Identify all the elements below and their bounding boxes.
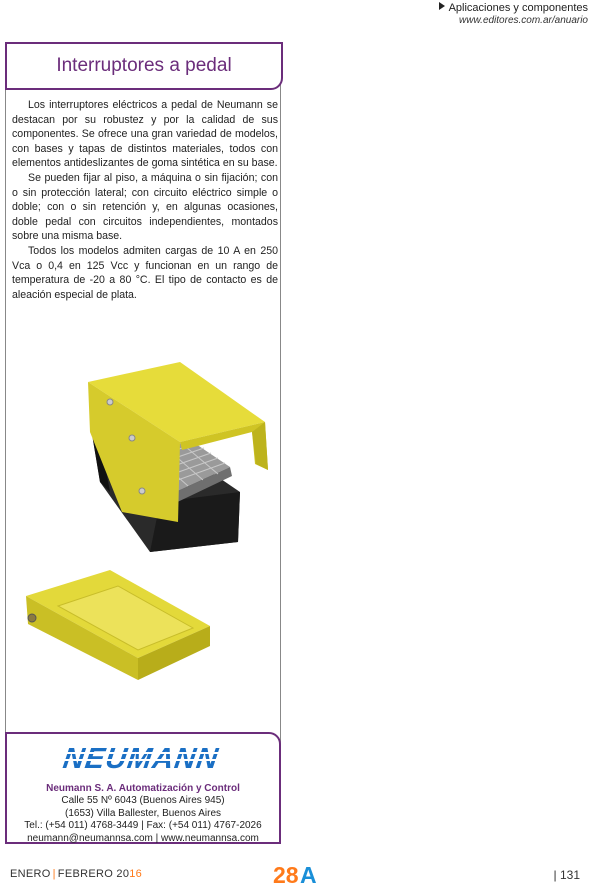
article-title: Interruptores a pedal (56, 55, 232, 76)
section-url[interactable]: www.editores.com.ar/anuario (459, 15, 588, 26)
footer-issue (10, 868, 142, 880)
svg-text:28: 28 (273, 862, 299, 886)
foot-switch-closed-photo (18, 566, 213, 684)
neumann-logo (32, 744, 254, 774)
triangle-icon (439, 2, 445, 10)
section-header (439, 2, 588, 27)
company-address: Calle 55 Nº 6043 (Buenos Aires 945) (61, 795, 225, 806)
company-phone: Tel.: (+54 011) 4768-3449 | Fax: (+54 011) 4767-2026 (24, 820, 262, 831)
article-paragraph-1: Los interruptores eléctricos a pedal de Neumann se destacan por su robustez y por la calidad de sus componentes. Se ofrece una gran variedad de modelos, con bases y tapas de distintos materiales, todos con elementos antideslizantes de goma sintética en su base. (12, 99, 278, 170)
footer-issue-month1: ENERO (10, 868, 51, 880)
magazine-logo (273, 862, 325, 886)
page-number: | 131 (553, 868, 580, 882)
section-title-text: Aplicaciones y componentes (448, 2, 588, 14)
section-title (439, 2, 588, 15)
company-web[interactable]: neumann@neumannsa.com | www.neumannsa.com (27, 832, 259, 844)
article-paragraph-2: Se pueden fijar al piso, a máquina o sin fijación; con o sin protección lateral; con circuito eléctrico simple o doble; con o sin retención y, en algunas ocasiones, doble pedal con circuitos independientes, montados sobre una misma base. (12, 171, 278, 243)
article-body (12, 98, 278, 302)
foot-switch-with-guard-photo (70, 352, 280, 562)
company-name: Neumann S. A. Automatización y Control (46, 783, 240, 794)
svg-text:NEUMANN: NEUMANN (61, 744, 221, 774)
article-paragraph-3: Todos los modelos admiten cargas de 10 A en 250 Vca o 0,4 en 125 Vcc y funcionan en un rango de temperatura de -20 a 80 °C. El tipo de contacto es de aleación especial de plata. (12, 244, 278, 301)
footer-issue-year-accent: 16 (129, 868, 143, 880)
company-info-box (5, 732, 281, 844)
footer-separator: | (52, 868, 56, 880)
svg-text:A: A (300, 862, 317, 886)
footer-issue-month2: FEBRERO 20 (57, 868, 130, 880)
company-city: (1653) Villa Ballester, Buenos Aires (64, 807, 221, 819)
article-title-frame (5, 42, 283, 90)
